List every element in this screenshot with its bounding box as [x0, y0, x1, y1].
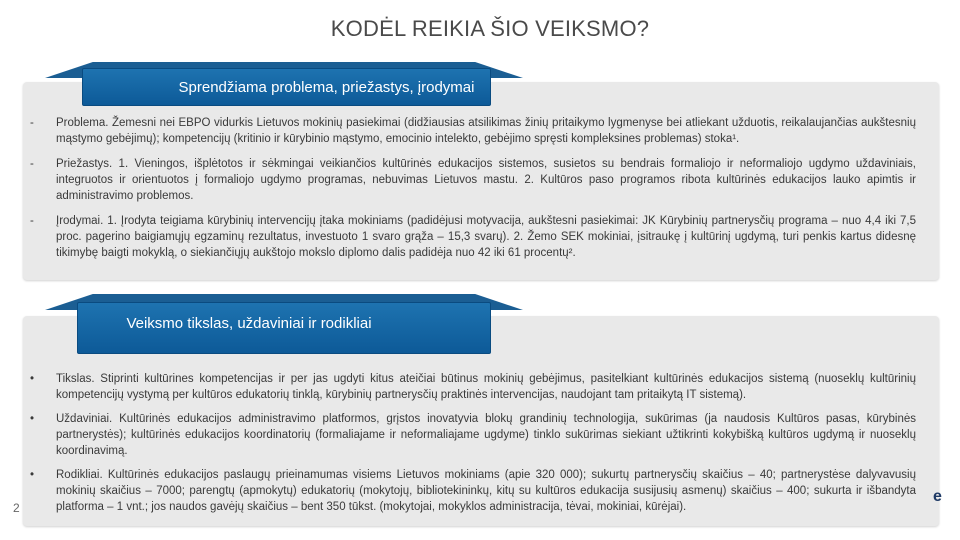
item-text: Problema. Žemesni nei EBPO vidurkis Lietuvos mokinių pasiekimai (didžiausias atsilikimas žinių pritaikymo lygmenyse bei atliekant užduotis, reikalaujančias aukštesnių mąstymo gebėjimų); kompetencijų (kritinio ir kūrybinio mąstymo, emocinio intelekto, gebėjimo spręsti kompleksines problemas) stoka¹.: [56, 117, 916, 145]
bullet-marker: •: [30, 373, 35, 385]
dash-marker: -: [30, 117, 34, 129]
item-text: Rodikliai. Kultūrinės edukacijos paslaugų prieinamumas visiems Lietuvos mokiniams (apie 320 000); sukurtų partnerysčių skaičius – 40; partnerystėse dalyvavusių mokinių skaičius – 7000; parengtų (apmokytų) edukatorių (mokytojų, bibliotekininkų, kitų su kultūros edukacija susijusių asmenų) skaičius – 400; sukurta ir išbandyta platforma – 1 vnt.; jos naudos gavėjų skaičius – bent 350 tūkst. (mokytojai, mokyklos administracija, tėvai, mokiniai, kūrėjai).: [56, 469, 916, 513]
list-item: [30, 411, 916, 459]
problem-section-header-label: Sprendžiama problema, priežastys, įrodymai: [178, 78, 475, 96]
list-item: [30, 371, 916, 403]
bullet-marker: •: [30, 413, 35, 425]
dash-marker: -: [30, 158, 34, 170]
bullet-marker: •: [30, 469, 35, 481]
list-item: [30, 156, 916, 204]
goals-section-header: [77, 302, 491, 354]
list-item: [30, 467, 916, 515]
item-text: Tikslas. Stiprinti kultūrines kompetencijas ir per jas ugdyti kitus ateičiai būtinus mokinių gebėjimus, pasitelkiant kultūrinės edukacijos sistemą (nuoseklų kultūrinių kompetencijų vystymą per kultūros edukatorių tinklą, kūrybinių partnerysčių praktinės intervencijas, naudojant tam pritaikytą IT sistemą).: [56, 373, 916, 401]
dash-marker: -: [30, 215, 34, 227]
list-item: [30, 213, 916, 261]
problem-section-header: [82, 68, 491, 106]
item-text: Įrodymai. 1. Įrodyta teigiama kūrybinių intervencijų įtaka mokiniams (padidėjusi motyvacija, aukštesni pasiekimai: JK Kūrybinių partnerysčių programa – nuo 4,4 iki 7,5 proc. pagerino baigiamųjų egzaminų rezultatus, investuoto 1 svaro grąža – 15,3 svarų). 2. Žemo SEK mokiniai, įsitraukę į kultūrinį ugdymą, turi penkis kartus didesnę tikimybę baigti mokyklą, o siekiančiųjų aukštojo mokslo diplomo dalis padidėja nuo 42 iki 61 procentų².: [56, 215, 916, 259]
item-text: Priežastys. 1. Vieningos, išplėtotos ir sėkmingai veikiančios kultūrinės edukacijos sistemos, susietos su bendrais formaliojo ir neformaliojo ugdymo uždaviniais, integruotos ir orientuotos į formaliojo ugdymo programas, nebuvimas Lietuvos mastu. 2. Kultūros paso programos ribota kultūrinės edukacijos lauko apimtis ir administravimo problemos.: [56, 158, 916, 202]
problem-list: [30, 115, 916, 270]
logo-fragment: e: [933, 488, 942, 505]
list-item: [30, 115, 916, 147]
goals-section-header-label: Veiksmo tikslas, uždaviniai ir rodikliai: [126, 315, 372, 332]
slide-title: KODĖL REIKIA ŠIO VEIKSMO?: [330, 16, 650, 41]
goals-list: [30, 371, 916, 523]
page-number: 2: [13, 501, 20, 515]
item-text: Uždaviniai. Kultūrinės edukacijos administravimo platformos, grįstos inovatyvia blokų grandinių technologija, sukūrimas (ja naudosis Kultūros pasas, kūrybinės partnerystės); kultūrinės edukacijos koordinatorių (formaliajame ir neformaliajame ugdyme) tinklo sukūrimas siekiant užtikrinti kokybišką kultūros ugdymą ir nuoseklų koordinavimą.: [56, 413, 916, 457]
